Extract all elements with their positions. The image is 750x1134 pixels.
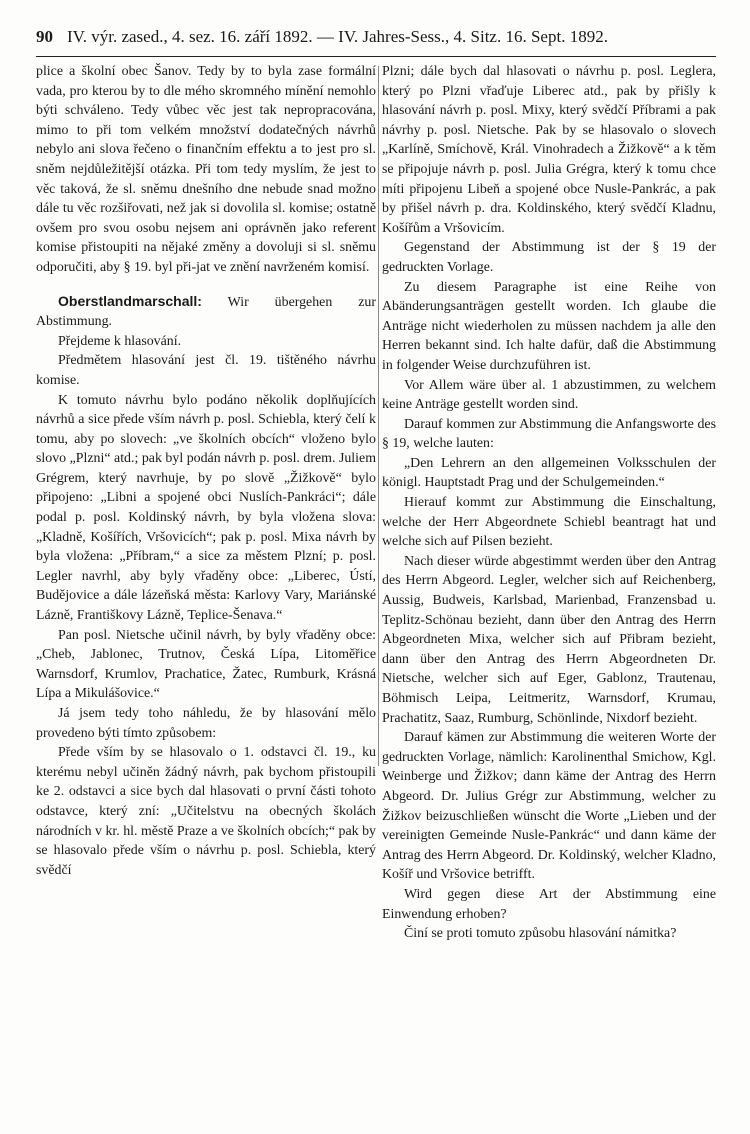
paragraph: Zu diesem Paragraphe ist eine Reihe von Abänderungsanträgen gestellt worden. Ich glaube die Anträge nicht wiederholen zu müssen nachdem ja alle den Herren bekannt sind. Ich halte dafür, daß die Abstimmung in folgender Weise durchzuführen ist. xyxy=(382,279,716,373)
paragraph: Darauf kämen zur Abstimmung die weiteren Worte der gedruckten Vorlage, nämlich: Karolinenthal Smichow, Kgl. Weinberge und Žižkov; dann käme der Antrag des Herrn Abgeord. Dr. Julius Grégr zur Abstimmung, welcher zu Žižkov beizuschließen wünscht die Worte „Lieben und der vereinigten Gemeinde Nusle-Pankrác“ und dann käme der Antrag des Herrn Abgeord. Dr. Koldinský, welcher Kladno, Košíř und Vršovice betrifft. xyxy=(382,730,716,883)
paragraph: „Den Lehrern an den allgemeinen Volksschulen der königl. Hauptstadt Prag und der Schulgemeinden.“ xyxy=(382,455,716,491)
speaker-paragraph xyxy=(36,292,376,332)
column-divider xyxy=(378,66,379,766)
paragraph: Gegenstand der Abstimmung ist der § 19 der gedruckten Vorlage. xyxy=(382,240,716,275)
paragraph: Já jsem tedy toho náhledu, že by hlasování mělo provedeno býti tímto způsobem: xyxy=(36,706,376,741)
speaker-name: Oberstlandmarschall: xyxy=(58,292,202,309)
paragraph: Přede vším by se hlasovalo o 1. odstavci čl. 19., ku kterému nebyl učiněn žádný návrh, pak bychom přistoupili ke 2. odstavci a sice bych dal hlasovati o první části tohoto odstavce, který zní: „Učitelstvu na obecných školách národních v kr. hl. městě Praze a ve školních obcích;“ pak by se hlasovalo přede vším o návrhu p. posl. Schiebla, který svědčí xyxy=(36,745,376,878)
paragraph: Pan posl. Nietsche učinil návrh, by byly vřaděny obce: „Cheb, Jablonec, Trutnov, Česká Lípa, Litoměřice Warnsdorf, Krumlov, Prachatice, Žatec, Rumburk, Krásná Lípa a Mikulášovice.“ xyxy=(36,627,376,702)
paragraph: Přejdeme k hlasování. xyxy=(58,333,182,349)
paragraph: Hierauf kommt zur Abstimmung die Einschaltung, welche der Herr Abgeordnete Schiebl beantragt hat und welche sich auf Pilsen bezieht. xyxy=(382,495,716,550)
running-header xyxy=(36,22,716,52)
running-title: IV. výr. zased., 4. sez. 16. září 1892. — IV. Jahres-Sess., 4. Sitz. 16. Sept. 1892. xyxy=(67,27,608,46)
paragraph: Činí se proti tomuto způsobu hlasování námitka? xyxy=(404,926,677,942)
left-column xyxy=(36,62,376,880)
speaker-text: Wir übergehen zur Abstimmung. xyxy=(36,294,376,330)
paragraph: Wird gegen diese Art der Abstimmung eine Einwendung erhoben? xyxy=(382,886,716,922)
paragraph: Vor Allem wäre über al. 1 abzustimmen, zu welchem keine Anträge gestellt worden sind. xyxy=(382,377,716,413)
paragraph: Plzni; dále bych dal hlasovati o návrhu p. posl. Leglera, který po Plzni vřaďuje Liberec atd., pak by přišly k hlasování návrh p. posl. Mixy, který svědčí Příbrami a pak návrhy p. posl. Nietsche. Pak by se hlasovalo o slovech „Karlíně, Smíchově, Král. Vinohradech a Žižkově“ a k těm se připojuje návrh p. posl. Julia Grégra, který k tomu chce míti připojenu Libeň a spojené obce Nusle-Pankrác, a pak by přišel návrh p. dra. Koldinského, který svědčí Kladnu, Košířům a Vršovicím. xyxy=(382,64,716,236)
paragraph: Nach dieser würde abgestimmt werden über den Antrag des Herrn Abgeord. Legler, welcher sich auf Reichenberg, Aussig, Budweis, Karlsbad, Marienbad, Franzensbad u. Teplitz-Schönau bezieht, dann über den Antrag des Herrn Abgeordneten Mixa, welcher sich auf Přibram bezieht, dann über den Antrag des Herrn Abgeordneten Dr. Nietsche, welcher sich auf Eger, Gablonz, Trautenau, Böhmisch Leipa, Leitmeritz, Warnsdorf, Krumau, Prachatitz, Saaz, Rumburg, Schönlinde, Nixdorf bezieht. xyxy=(382,553,716,726)
paragraph: K tomuto návrhu bylo podáno několik doplňujících návrhů a sice přede vším návrh p. posl. Schiebla, který čelí k tomu, aby po slovech: „ve školních obcích“ vloženo bylo slovo „Plzni“ atd.; pak byl podán návrh p. posl. drem. Juliem Grégrem, který navrhuje, by po slově „Žižkově“ bylo připojeno: „Libni a spojené obci Nuslích-Pankráci“; dále podal p. posl. Koldinský návrh, by byla vložena slova: „Kladně, Košířích, Vršovicích“; pak p. posl. Mixa návrh by byla vložena: „Příbram,“ a sice za městem Plzní; p. posl. Legler navrhl, aby byly vřaděny obce: „Liberec, Ústí, Budějovice a dále lázeňská města: Karlovy Vary, Mariánské Lázně, Františkovy Lázně, Teplice-Šenava.“ xyxy=(36,392,376,624)
page-number: 90 xyxy=(36,27,53,46)
paragraph: Předmětem hlasování jest čl. 19. tištěného návrhu komise. xyxy=(36,353,376,388)
right-column xyxy=(382,62,716,944)
paragraph: Darauf kommen zur Abstimmung die Anfangsworte des § 19, welche lauten: xyxy=(382,416,716,452)
paragraph: plice a školní obec Šanov. Tedy by to byla zase formální vada, pro kterou by to dle mého skromného mínění nemohlo býti schváleno. Tedy vůbec věc jest tak nepropracována, mimo to při tom velkém množství dodatečných návrhů nebylo ani slova řečeno o finančním effektu a to jest pro sl. sněm nejdůležitější otázka. Při tom tedy myslím, že jest to věc taková, že sl. sněmu dnešního dne nebude snad možno dále tu věc rozšiřovati, než jak si dovolila sl. komise; ostatně ovšem pro svou osobu nejsem ani oprávněn jako referent komise přistoupiti na nějaké změny a dovoluji si sl. sněmu odporučiti, aby § 19. byl při-jat ve znění navrženém komisí. xyxy=(36,64,376,275)
paragraph-spacer xyxy=(36,278,376,292)
header-rule xyxy=(36,56,716,57)
